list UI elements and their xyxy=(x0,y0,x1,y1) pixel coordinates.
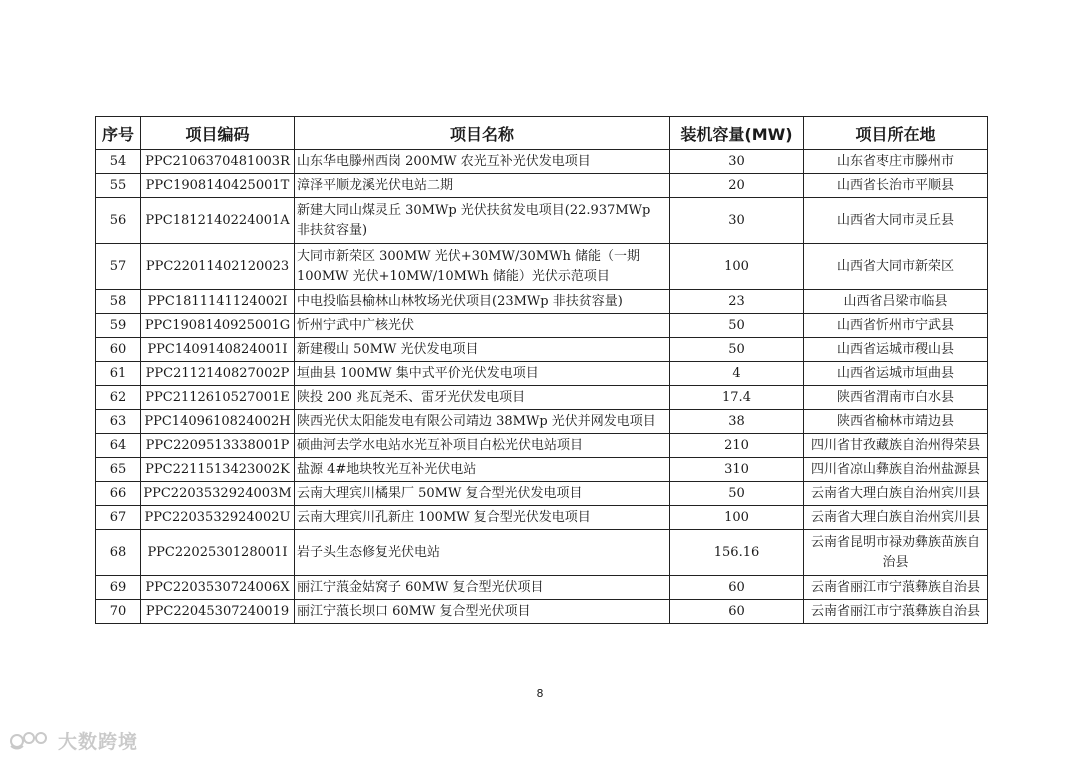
header-project-name: 项目名称 xyxy=(295,117,670,150)
row-serial-number: 63 xyxy=(96,410,141,434)
row-project-code: PPC2203532924002U xyxy=(141,506,295,530)
row-capacity: 156.16 xyxy=(670,530,804,576)
row-location: 山西省大同市灵丘县 xyxy=(804,198,988,244)
row-serial-number: 57 xyxy=(96,244,141,290)
row-project-code: PPC22045307240019 xyxy=(141,600,295,624)
row-serial-number: 55 xyxy=(96,174,141,198)
row-capacity: 50 xyxy=(670,482,804,506)
row-project-code: PPC2211513423002K xyxy=(141,458,295,482)
row-location: 四川省甘孜藏族自治州得荣县 xyxy=(804,434,988,458)
row-capacity: 23 xyxy=(670,290,804,314)
row-project-name: 盐源 4#地块牧光互补光伏电站 xyxy=(295,458,670,482)
row-capacity: 50 xyxy=(670,338,804,362)
row-capacity: 17.4 xyxy=(670,386,804,410)
row-project-name: 岩子头生态修复光伏电站 xyxy=(295,530,670,576)
row-location: 山西省长治市平顺县 xyxy=(804,174,988,198)
row-project-code: PPC1409140824001I xyxy=(141,338,295,362)
row-project-name: 垣曲县 100MW 集中式平价光伏发电项目 xyxy=(295,362,670,386)
row-serial-number: 67 xyxy=(96,506,141,530)
row-capacity: 4 xyxy=(670,362,804,386)
table-row xyxy=(96,506,988,530)
table-row xyxy=(96,458,988,482)
row-location: 云南省丽江市宁蒗彝族自治县 xyxy=(804,576,988,600)
table-row xyxy=(96,362,988,386)
row-capacity: 100 xyxy=(670,506,804,530)
row-project-code: PPC2112610527001E xyxy=(141,386,295,410)
row-location: 四川省凉山彝族自治州盐源县 xyxy=(804,458,988,482)
row-project-code: PPC2106370481003R xyxy=(141,150,295,174)
row-location: 云南省昆明市禄劝彝族苗族自治县 xyxy=(804,530,988,576)
row-project-name: 大同市新荣区 300MW 光伏+30MW/30MWh 储能（一期 100MW 光伏+10MW/10MWh 储能）光伏示范项目 xyxy=(295,244,670,290)
row-project-code: PPC22011402120023 xyxy=(141,244,295,290)
row-project-name: 新建大同山煤灵丘 30MWp 光伏扶贫发电项目(22.937MWp 非扶贫容量) xyxy=(295,198,670,244)
row-capacity: 310 xyxy=(670,458,804,482)
table-row xyxy=(96,338,988,362)
row-project-code: PPC2209513338001P xyxy=(141,434,295,458)
row-location: 山西省运城市垣曲县 xyxy=(804,362,988,386)
table-row xyxy=(96,386,988,410)
row-serial-number: 69 xyxy=(96,576,141,600)
row-serial-number: 58 xyxy=(96,290,141,314)
header-serial-number: 序号 xyxy=(96,117,141,150)
row-project-code: PPC1811141124002I xyxy=(141,290,295,314)
table-row xyxy=(96,314,988,338)
row-project-code: PPC2203530724006X xyxy=(141,576,295,600)
row-project-name: 漳泽平顺龙溪光伏电站二期 xyxy=(295,174,670,198)
row-serial-number: 70 xyxy=(96,600,141,624)
row-capacity: 50 xyxy=(670,314,804,338)
row-serial-number: 56 xyxy=(96,198,141,244)
table-row xyxy=(96,530,988,576)
row-serial-number: 60 xyxy=(96,338,141,362)
row-capacity: 30 xyxy=(670,198,804,244)
row-project-name: 丽江宁蒗长坝口 60MW 复合型光伏项目 xyxy=(295,600,670,624)
project-table xyxy=(95,116,988,624)
table-row xyxy=(96,576,988,600)
page-number: 8 xyxy=(536,687,544,700)
row-project-code: PPC2203532924003M xyxy=(141,482,295,506)
row-capacity: 210 xyxy=(670,434,804,458)
chain-logo-icon xyxy=(8,730,54,752)
table-row xyxy=(96,244,988,290)
row-project-code: PPC1908140425001T xyxy=(141,174,295,198)
table-row xyxy=(96,600,988,624)
row-capacity: 60 xyxy=(670,576,804,600)
row-project-code: PPC2112140827002P xyxy=(141,362,295,386)
row-project-code: PPC2202530128001I xyxy=(141,530,295,576)
header-project-code: 项目编码 xyxy=(141,117,295,150)
row-serial-number: 59 xyxy=(96,314,141,338)
table-row xyxy=(96,198,988,244)
row-location: 山西省运城市稷山县 xyxy=(804,338,988,362)
row-serial-number: 54 xyxy=(96,150,141,174)
table-row xyxy=(96,174,988,198)
row-location: 山西省大同市新荣区 xyxy=(804,244,988,290)
table-row xyxy=(96,410,988,434)
row-capacity: 100 xyxy=(670,244,804,290)
watermark xyxy=(8,727,138,754)
row-location: 陕西省渭南市白水县 xyxy=(804,386,988,410)
row-serial-number: 68 xyxy=(96,530,141,576)
row-location: 山东省枣庄市滕州市 xyxy=(804,150,988,174)
row-location: 山西省吕梁市临县 xyxy=(804,290,988,314)
header-installed-capacity: 装机容量(MW) xyxy=(670,117,804,150)
row-location: 云南省丽江市宁蒗彝族自治县 xyxy=(804,600,988,624)
row-project-name: 陕投 200 兆瓦尧禾、雷牙光伏发电项目 xyxy=(295,386,670,410)
row-serial-number: 66 xyxy=(96,482,141,506)
watermark-text: 大数跨境 xyxy=(58,731,139,753)
row-project-code: PPC1409610824002H xyxy=(141,410,295,434)
row-project-name: 山东华电滕州西岗 200MW 农光互补光伏发电项目 xyxy=(295,150,670,174)
row-location: 陕西省榆林市靖边县 xyxy=(804,410,988,434)
header-project-location: 项目所在地 xyxy=(804,117,988,150)
row-serial-number: 65 xyxy=(96,458,141,482)
row-serial-number: 62 xyxy=(96,386,141,410)
row-location: 云南省大理白族自治州宾川县 xyxy=(804,482,988,506)
row-serial-number: 64 xyxy=(96,434,141,458)
table-row xyxy=(96,434,988,458)
row-capacity: 20 xyxy=(670,174,804,198)
row-project-name: 云南大理宾川橘果厂 50MW 复合型光伏发电项目 xyxy=(295,482,670,506)
row-location: 山西省忻州市宁武县 xyxy=(804,314,988,338)
row-project-code: PPC1812140224001A xyxy=(141,198,295,244)
row-project-name: 忻州宁武中广核光伏 xyxy=(295,314,670,338)
table-header-row xyxy=(96,117,988,150)
row-project-name: 中电投临县榆林山林牧场光伏项目(23MWp 非扶贫容量) xyxy=(295,290,670,314)
row-project-name: 云南大理宾川孔新庄 100MW 复合型光伏发电项目 xyxy=(295,506,670,530)
row-serial-number: 61 xyxy=(96,362,141,386)
table-row xyxy=(96,290,988,314)
row-capacity: 38 xyxy=(670,410,804,434)
row-project-name: 陕西光伏太阳能发电有限公司靖边 38MWp 光伏并网发电项目 xyxy=(295,410,670,434)
row-project-name: 新建稷山 50MW 光伏发电项目 xyxy=(295,338,670,362)
table-row xyxy=(96,150,988,174)
row-location: 云南省大理白族自治州宾川县 xyxy=(804,506,988,530)
row-project-name: 丽江宁蒗金姑窝子 60MW 复合型光伏项目 xyxy=(295,576,670,600)
table-row xyxy=(96,482,988,506)
row-project-name: 硕曲河去学水电站水光互补项目白松光伏电站项目 xyxy=(295,434,670,458)
row-project-code: PPC1908140925001G xyxy=(141,314,295,338)
row-capacity: 30 xyxy=(670,150,804,174)
row-capacity: 60 xyxy=(670,600,804,624)
